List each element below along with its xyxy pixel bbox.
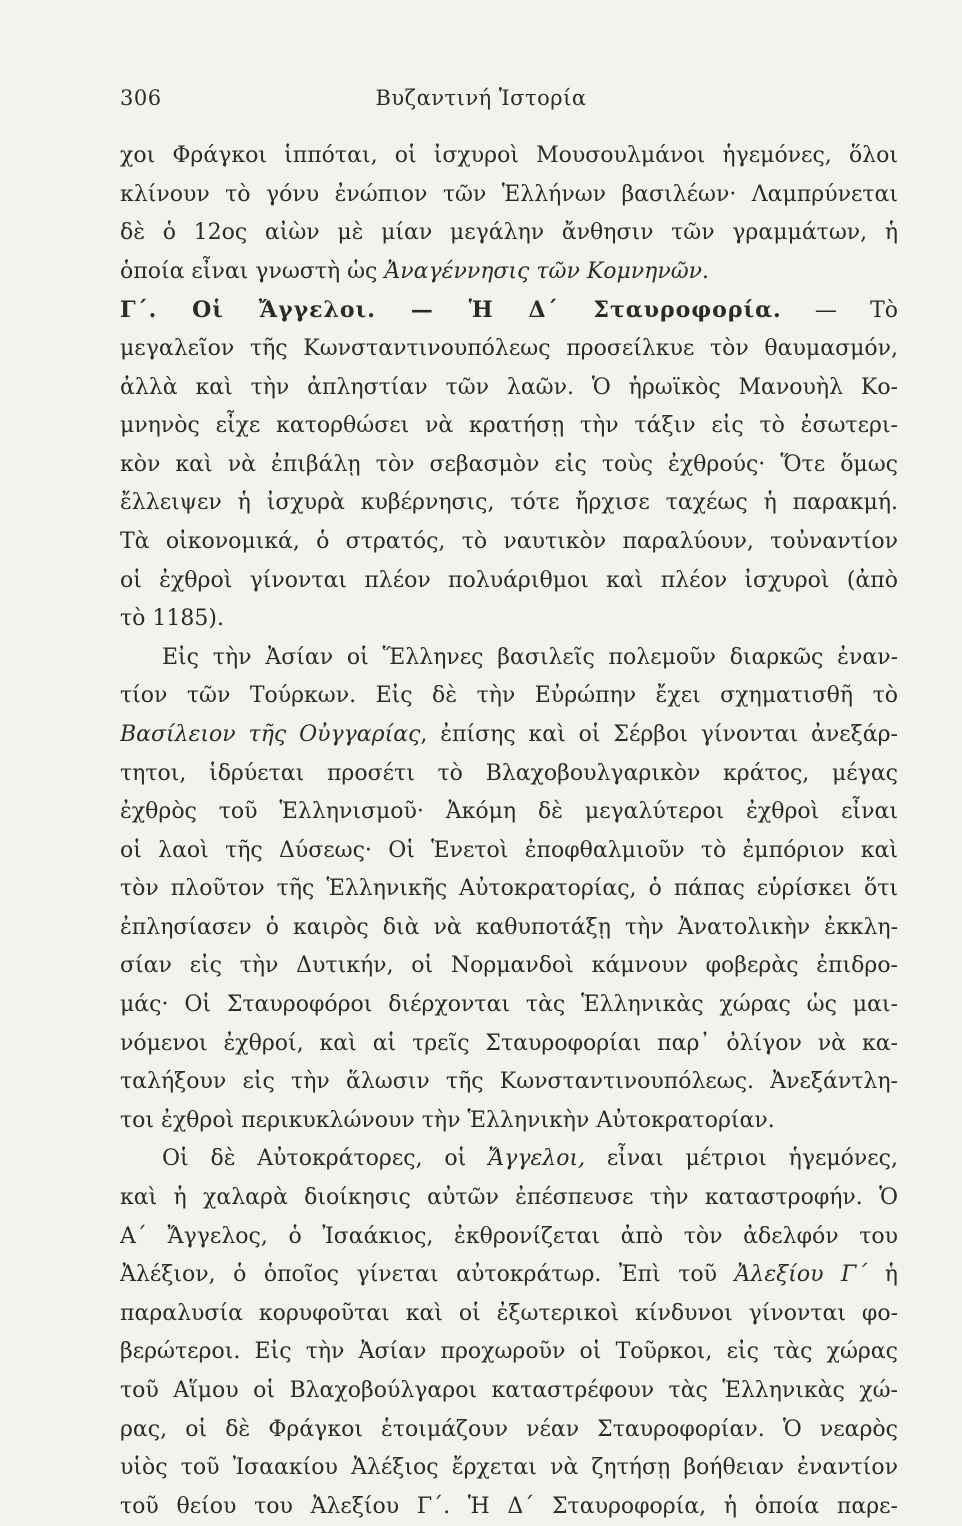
line-text: μεγαλεῖον τῆς Κωνσταντινουπόλεως προσείλκυε τὸν θαυμασμόν, (120, 335, 898, 361)
line-text: ταλήξουν εἰς τὴν ἅλωσιν τῆς Κωνσταντινουπόλεως. Ἀνεξάντλη- (120, 1069, 898, 1095)
text-line (120, 639, 898, 678)
line-text: δὲ ὁ 12ος αἰὼν μὲ μίαν μεγάλην ἄνθησιν τῶν γραμμάτων, ἡ (120, 220, 898, 246)
line-text: μάς· Οἱ Σταυροφόροι διέρχονται τὰς Ἑλληνικὰς χώρας ὡς μαι- (120, 992, 898, 1018)
line-text: κλίνουν τὸ γόνυ ἐνώπιον τῶν Ἑλλήνων βασιλέων· Λαμπρύνεται (120, 181, 898, 207)
text-line (120, 1256, 898, 1295)
line-text: ἐπλησίασεν ὁ καιρὸς διὰ νὰ καθυποτάξῃ τὴν Ἀνατολικὴν ἐκκλη- (120, 914, 898, 940)
text-line (120, 600, 898, 639)
line-text: οἱ λαοὶ τῆς Δύσεως· Οἱ Ἑνετοὶ ἐποφθαλμιοῦν τὸ ἐμπόριον καὶ (120, 837, 898, 863)
line-text: τοῦ θείου του Ἀλεξίου Γ΄. Ἡ Δ΄ Σταυροφορία, ἡ ὁποία παρε- (120, 1493, 898, 1519)
text-line (120, 1411, 898, 1450)
text-line (120, 870, 898, 909)
line-text: καὶ ἡ χαλαρὰ διοίκησις αὐτῶν ἐπέσπευσε τὴν καταστροφήν. Ὁ (120, 1185, 898, 1211)
line-text: ἐχθρὸς τοῦ Ἑλληνισμοῦ· Ἀκόμη δὲ μεγαλύτεροι ἐχθροὶ εἶναι (120, 799, 898, 825)
text-line (120, 1140, 898, 1179)
line-text: τητοι, ἱδρύεται προσέτι τὸ Βλαχοβουλγαρικὸν κράτος, μέγας (120, 760, 898, 786)
text-line (120, 523, 898, 562)
page-number: 306 (120, 86, 162, 110)
line-text: Εἰς τὴν Ἀσίαν οἱ Ἕλληνες βασιλεῖς πολεμοῦν διαρκῶς ἐναν- (162, 644, 898, 670)
italic-term: Ἀλεξίου Γ΄ (734, 1262, 868, 1288)
running-head: Βυζαντινή Ἱστορία (375, 86, 587, 110)
line-text: παραλυσία κορυφοῦται καὶ οἱ ἐξωτερικοὶ κίνδυνοι γίνονται φο- (120, 1300, 898, 1326)
text-line (120, 291, 898, 330)
text-line (120, 832, 898, 871)
line-text: ἀλλὰ καὶ τὴν ἀπληστίαν τῶν λαῶν. Ὁ ἡρωϊκὸς Μανουὴλ Κο- (120, 374, 898, 400)
text-line (120, 755, 898, 794)
text-line (120, 484, 898, 523)
italic-term: Ἄγγελοι, (488, 1146, 586, 1172)
text-line (120, 1025, 898, 1064)
text-line (120, 909, 898, 948)
text-line (120, 1179, 898, 1218)
body-text (120, 137, 898, 1526)
text-line (120, 947, 898, 986)
line-text: υἱὸς τοῦ Ἰσαακίου Ἀλέξιος ἔρχεται νὰ ζητήσῃ βοήθειαν ἐναντίον (120, 1455, 898, 1481)
line-text: κὸν καὶ νὰ ἐπιβάλῃ τὸν σεβασμὸν εἰς τοὺς ἐχθρούς· Ὅτε ὅμως (120, 451, 898, 477)
line-text: νόμενοι ἐχθροί, καὶ αἱ τρεῖς Σταυροφορίαι παρ᾿ ὀλίγον νὰ κα- (120, 1030, 898, 1056)
line-text-lead: Ἀλέξιον, ὁ ὁποῖος γίνεται αὐτοκράτωρ. Ἐπὶ τοῦ (120, 1262, 735, 1288)
italic-term: Βασίλειον τῆς Οὐγγαρίας (120, 721, 421, 747)
section-heading: Γ΄. Οἱ Ἄγγελοι. — Ἡ Δ΄ Σταυροφορία. (120, 297, 782, 324)
line-text: Τὰ οἰκονομικά, ὁ στρατός, τὸ ναυτικὸν παραλύουν, τοὐναντίον (120, 528, 898, 554)
line-text: ἔλλειψεν ἡ ἰσχυρὰ κυβέρνησις, τότε ἤρχισε ταχέως ἡ παρακμή. (120, 490, 898, 516)
line-text: τίον τῶν Τούρκων. Εἰς δὲ τὴν Εὐρώπην ἔχει σχηματισθῆ τὸ (120, 683, 898, 709)
line-text-tail: — Τὸ (781, 298, 898, 324)
line-text: βερώτεροι. Εἰς τὴν Ἀσίαν προχωροῦν οἱ Τοῦρκοι, εἰς τὰς χώρας (120, 1339, 898, 1365)
line-text: τὸν πλοῦτον τῆς Ἑλληνικῆς Αὐτοκρατορίας, ὁ πάπας εὑρίσκει ὅτι (120, 876, 898, 902)
text-line (120, 1295, 898, 1334)
line-text-lead: Οἱ δὲ Αὐτοκράτορες, οἱ (162, 1146, 489, 1172)
text-line (120, 1063, 898, 1102)
line-text: τοῦ Αἵμου οἱ Βλαχοβούλγαροι καταστρέφουν τὰς Ἑλληνικὰς χώ- (120, 1378, 898, 1403)
text-line (120, 1102, 898, 1141)
line-text: οἱ ἐχθροὶ γίνονται πλέον πολυάριθμοι καὶ πλέον ἰσχυροὶ (ἀπὸ (120, 567, 898, 593)
text-line (120, 369, 898, 408)
text-line (120, 214, 898, 253)
text-line (120, 1488, 898, 1526)
line-text: χοι Φράγκοι ἱππόται, οἱ ἰσχυροὶ Μουσουλμάνοι ἡγεμόνες, ὅλοι (120, 143, 898, 168)
text-line (120, 793, 898, 832)
text-line (120, 1372, 898, 1411)
text-line (120, 176, 898, 215)
italic-term: Ἀναγέννησις τῶν Κομνηνῶν. (384, 258, 710, 284)
line-text-tail: , ἐπίσης καὶ οἱ Σέρβοι γίνονται ἀνεξάρ- (420, 721, 898, 747)
text-line (120, 137, 898, 176)
line-text: μνηνὸς εἶχε κατορθώσει νὰ κρατήσῃ τὴν τάξιν εἰς τὸ ἐσωτερι- (120, 413, 898, 439)
text-line (120, 677, 898, 716)
text-line (120, 716, 898, 755)
line-text-tail: εἶναι μέτριοι ἡγεμόνες, (585, 1146, 898, 1172)
text-line (120, 407, 898, 446)
line-text: Α΄ Ἄγγελος, ὁ Ἰσαάκιος, ἐκθρονίζεται ἀπὸ τὸν ἀδελφόν του (120, 1223, 898, 1249)
line-text: τοι ἐχθροὶ περικυκλώνουν τὴν Ἑλληνικὴν Αὐτοκρατορίαν. (120, 1107, 775, 1133)
line-text: ρας, οἱ δὲ Φράγκοι ἑτοιμάζουν νέαν Σταυροφορίαν. Ὁ νεαρὸς (120, 1416, 898, 1442)
text-line (120, 986, 898, 1025)
line-text-lead: ὁποία εἶναι γνωστὴ ὡς (120, 258, 385, 284)
text-line (120, 1333, 898, 1372)
line-text-tail: ἡ (867, 1262, 898, 1288)
line-text: τὸ 1185). (120, 606, 224, 632)
text-line (120, 446, 898, 485)
text-line (120, 253, 898, 292)
text-line (120, 1218, 898, 1257)
text-line (120, 1449, 898, 1488)
text-line (120, 330, 898, 369)
text-line (120, 562, 898, 601)
line-text: σίαν εἰς τὴν Δυτικήν, οἱ Νορμανδοὶ κάμνουν φοβερὰς ἐπιδρο- (120, 953, 898, 979)
